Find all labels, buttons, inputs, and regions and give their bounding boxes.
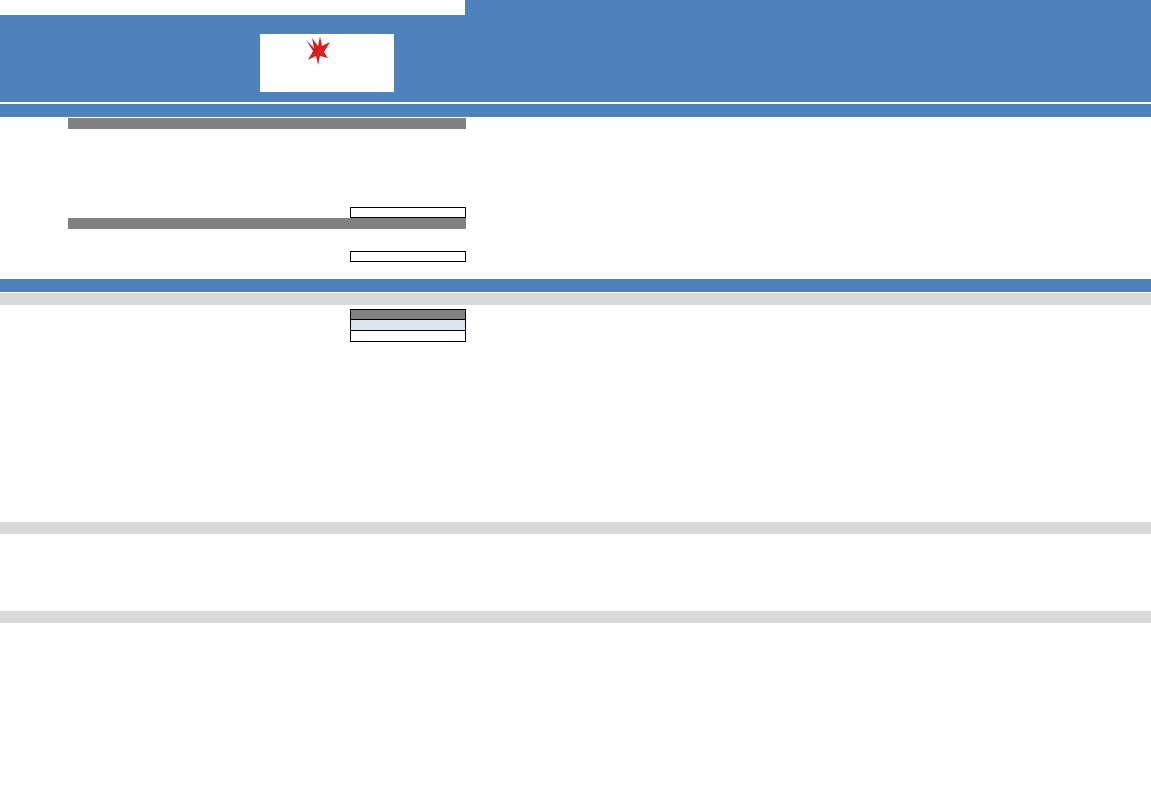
dev-start-input[interactable] [350,309,466,320]
uses-of-funds-header [68,118,466,129]
total-sources-value [350,251,466,262]
subsection-inflation [0,522,1151,534]
section-sources-uses [0,103,1151,117]
months-value [350,331,466,342]
sources-of-funds-header [68,218,466,229]
eagle-icon [304,36,332,66]
company-logo [260,34,394,92]
subsection-timeline [0,293,1151,305]
subsection-construction [0,611,1151,623]
total-uses-value [350,207,466,218]
page-title [0,0,465,15]
section-investment [0,278,1151,292]
comm-date-value [350,320,466,331]
header-banner [0,0,1151,102]
